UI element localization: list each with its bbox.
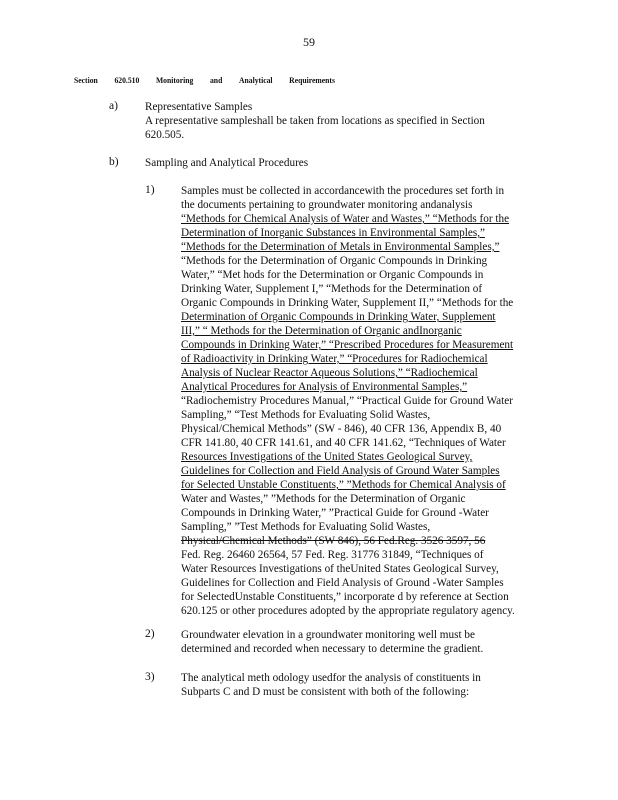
body-line: Guidelines for Collection and Field Analysis of Ground -Water Samples (181, 577, 504, 589)
item-b-title: Sampling and Analytical Procedures (145, 157, 309, 169)
body-line: Sampling,” ”Test Methods for Evaluating Solid Wastes, (181, 521, 431, 533)
body-line: Fed. Reg. 26460 26564, 57 Fed. Reg. 31776 31849, “Techniques of (181, 549, 484, 561)
item-a-text-line: 620.505. (145, 129, 185, 141)
item-3-body (181, 671, 539, 699)
body-line: Samples must be collected in accordancewith the procedures set forth in (181, 185, 505, 197)
body-line: Subparts C and D must be consistent with both of the following: (181, 686, 470, 698)
body-line-inserted: Compounds in Drinking Water,” “Prescribed Procedures for Measurement (181, 339, 514, 351)
body-line-inserted: Analytical Procedures for Analysis of Environmental Samples,” (181, 381, 468, 393)
section-number: 620.510 (114, 75, 140, 85)
body-line-inserted: “Methods for Chemical Analysis of Water and Wastes,” “Methods for the (181, 213, 510, 225)
page-number: 59 (303, 35, 315, 49)
body-line: 620.125 or other procedures adopted by the appropriate regulatory agency. (181, 605, 515, 617)
body-line: Organic Compounds in Drinking Water, Supplement II,” “Methods for the (181, 297, 514, 309)
section-title-word: Monitoring (155, 75, 194, 85)
body-line-inserted: Resources Investigations of the United States Geological Survey, (181, 451, 473, 463)
section-label: Section (74, 75, 98, 85)
body-line-deleted: Physical/Chemical Methods” (SW 846), 56 Fed.Reg. 3526 3597, 56 (181, 535, 486, 547)
body-line: Water and Wastes,” ”Methods for the Determination of Organic (181, 493, 466, 505)
body-line: for SelectedUnstable Constituents,” incorporate d by reference at Section (181, 591, 509, 603)
body-line-inserted: Determination of Inorganic Substances in Environmental Samples,” (181, 227, 485, 239)
body-line: CFR 141.80, 40 CFR 141.61, and 40 CFR 141.62, “Techniques of Water (181, 437, 506, 449)
body-line: “Methods for the Determination of Organic Compounds in Drinking (181, 255, 488, 267)
body-line: “Radiochemistry Procedures Manual,” “Practical Guide for Ground Water (181, 395, 513, 407)
body-line-inserted: III,” “ Methods for the Determination of Organic andInorganic (181, 325, 462, 337)
body-line-inserted: for Selected Unstable Constituents,” ”Methods for Chemical Analysis of (181, 479, 506, 491)
item-a-label: a) (109, 100, 118, 112)
body-line-inserted: “Methods for the Determination of Metals in Environmental Samples,” (181, 241, 500, 253)
body-line: The analytical meth odology usedfor the analysis of constituents in (181, 672, 481, 684)
section-title-word: and (209, 75, 223, 85)
item-b-label: b) (109, 156, 119, 168)
item-a-title: Representative Samples (145, 101, 253, 113)
item-a-text-line: A representative sampleshall be taken from locations as specified in Section (145, 115, 485, 127)
body-line: Physical/Chemical Methods” (SW - 846), 40 CFR 136, Appendix B, 40 (181, 423, 502, 435)
body-line: the documents pertaining to groundwater monitoring andanalysis (181, 199, 473, 211)
body-line-inserted: Analysis of Nuclear Reactor Aqueous Solutions,” “Radiochemical (181, 367, 478, 379)
body-line: Sampling,” “Test Methods for Evaluating Solid Wastes, (181, 409, 431, 421)
body-line: Water Resources Investigations of theUnited States Geological Survey, (181, 563, 499, 575)
body-line: Groundwater elevation in a groundwater monitoring well must be (181, 629, 475, 641)
body-line: Water,” “Met hods for the Determination or Organic Compounds in (181, 269, 484, 281)
item-a-body (145, 100, 510, 142)
item-1-label: 1) (145, 184, 155, 196)
body-line-inserted: Guidelines for Collection and Field Analysis of Ground Water Samples (181, 465, 500, 477)
body-line-inserted: of Radioactivity in Drinking Water,” “Procedures for Radiochemical (181, 353, 488, 365)
body-line: Compounds in Drinking Water,” ”Practical Guide for Ground -Water (181, 507, 489, 519)
item-1-body (181, 184, 539, 618)
item-2-body (181, 628, 539, 656)
section-title-word: Analytical (238, 75, 273, 85)
body-line: Drinking Water, Supplement I,” “Methods for the Determination of (181, 283, 483, 295)
section-title-word: Requirements (289, 75, 335, 85)
body-line-inserted: Determination of Organic Compounds in Drinking Water, Supplement (181, 311, 496, 323)
item-3-label: 3) (145, 671, 155, 683)
body-line: determined and recorded when necessary to determine the gradient. (181, 643, 484, 655)
item-2-label: 2) (145, 628, 155, 640)
section-heading (74, 75, 335, 85)
